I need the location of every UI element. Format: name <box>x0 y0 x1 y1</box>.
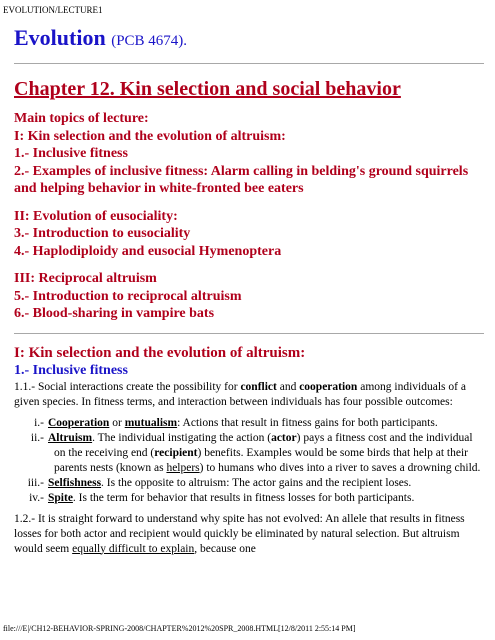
topic-line: 6.- Blood-sharing in vampire bats <box>14 306 215 321</box>
topic-line: 3.- Introduction to eusociality <box>14 226 191 241</box>
topic-line: I: Kin selection and the evolution of altruism: <box>14 128 286 144</box>
title-text: Evolution <box>14 25 106 50</box>
text-run: ) benefits. Examples would be some birds that help at their parents nests (known as <box>54 446 469 474</box>
list-item <box>14 416 484 431</box>
topic-line: II: Evolution of eusociality: <box>14 208 178 224</box>
topic-group-3 <box>14 270 484 323</box>
term-cooperation: cooperation <box>299 380 358 393</box>
term-helpers: helpers <box>166 461 200 474</box>
text-run: ) to humans who dives into a river to saves a drowning child. <box>199 461 481 474</box>
section-heading: I: Kin selection and the evolution of altruism: <box>14 344 306 361</box>
text-run: . Is the term for behavior that results in fitness losses for both participants. <box>72 491 415 504</box>
page-title <box>14 22 484 57</box>
list-item <box>14 476 484 491</box>
topic-line: 1.- Inclusive fitness <box>14 146 128 161</box>
outcome-list <box>14 416 484 506</box>
paragraph-1-1 <box>14 380 484 410</box>
text-run: or <box>109 416 125 429</box>
divider <box>14 63 484 64</box>
term-actor: actor <box>271 431 297 444</box>
page-footer: file:///E|/CH12-BEHAVIOR-SPRING-2008/CHAPTER%2012%20SPR_2008.HTML[12/8/2011 2:55:14 PM] <box>3 624 356 633</box>
item-text <box>48 491 484 506</box>
text-run: . Is the opposite to altruism: The actor gains and the recipient loses. <box>101 476 412 489</box>
underlined-phrase: equally difficult to explain <box>72 542 195 555</box>
item-number: iii.- <box>27 476 44 489</box>
topics-heading: Main topics of lecture: <box>14 111 149 126</box>
topic-group-2 <box>14 208 484 261</box>
document-body <box>14 22 484 557</box>
term-conflict: conflict <box>240 380 277 393</box>
topic-line: 2.- Examples of inclusive fitness: Alarm calling in belding's ground squirrels and helping behavior in white-fronted bee eaters <box>14 163 469 196</box>
term-selfishness: Selfishness <box>48 476 102 489</box>
text-run: 1.1.- Social interactions create the possibility for <box>14 380 241 393</box>
paragraph-1-2 <box>14 512 484 557</box>
topic-line: III: Reciprocal altruism <box>14 271 157 286</box>
item-text <box>48 476 484 491</box>
term-spite: Spite <box>48 491 73 504</box>
term-mutualism: mutualism <box>124 416 178 429</box>
item-text <box>48 416 484 431</box>
text-run: , because one <box>194 542 256 555</box>
text-run: ) pays a fitness cost and the individual on the receiving end ( <box>54 431 473 459</box>
item-number: iv.- <box>29 491 44 504</box>
text-run: : Actions that result in fitness gains for both participants. <box>177 416 438 429</box>
item-number: i.- <box>34 416 44 429</box>
chapter-title: Chapter 12. Kin selection and social behavior <box>14 78 401 100</box>
topic-line: 4.- Haplodiploidy and eusocial Hymenoptera <box>14 243 282 259</box>
course-code: (PCB 4674). <box>111 33 188 49</box>
subsection-heading: 1.- Inclusive fitness <box>14 362 128 378</box>
text-run: . The individual instigating the action ( <box>92 431 272 444</box>
page-header: EVOLUTION/LECTURE1 <box>3 5 103 15</box>
text-run: and <box>276 380 300 393</box>
text-run: among individuals of a given species. In fitness terms, and interaction between individuals has four possible outcomes: <box>14 380 466 408</box>
divider <box>14 333 484 334</box>
term-recipient: recipient <box>154 446 198 459</box>
topics-list <box>14 110 484 323</box>
topic-line: 5.- Introduction to reciprocal altruism <box>14 288 242 304</box>
text-run: 1.2.- It is straight forward to understand why spite has not evolved: An allele that results in fitness losses for both actor and recipient would quickly be eliminated by natural selection. But altruism would seem <box>14 512 465 555</box>
term-altruism: Altruism <box>48 431 93 444</box>
list-item <box>14 491 484 506</box>
term-cooperation: Cooperation <box>48 416 110 429</box>
list-item <box>14 431 484 476</box>
topic-group-1 <box>14 128 484 198</box>
item-number: ii.- <box>30 431 44 444</box>
item-text <box>48 431 484 476</box>
